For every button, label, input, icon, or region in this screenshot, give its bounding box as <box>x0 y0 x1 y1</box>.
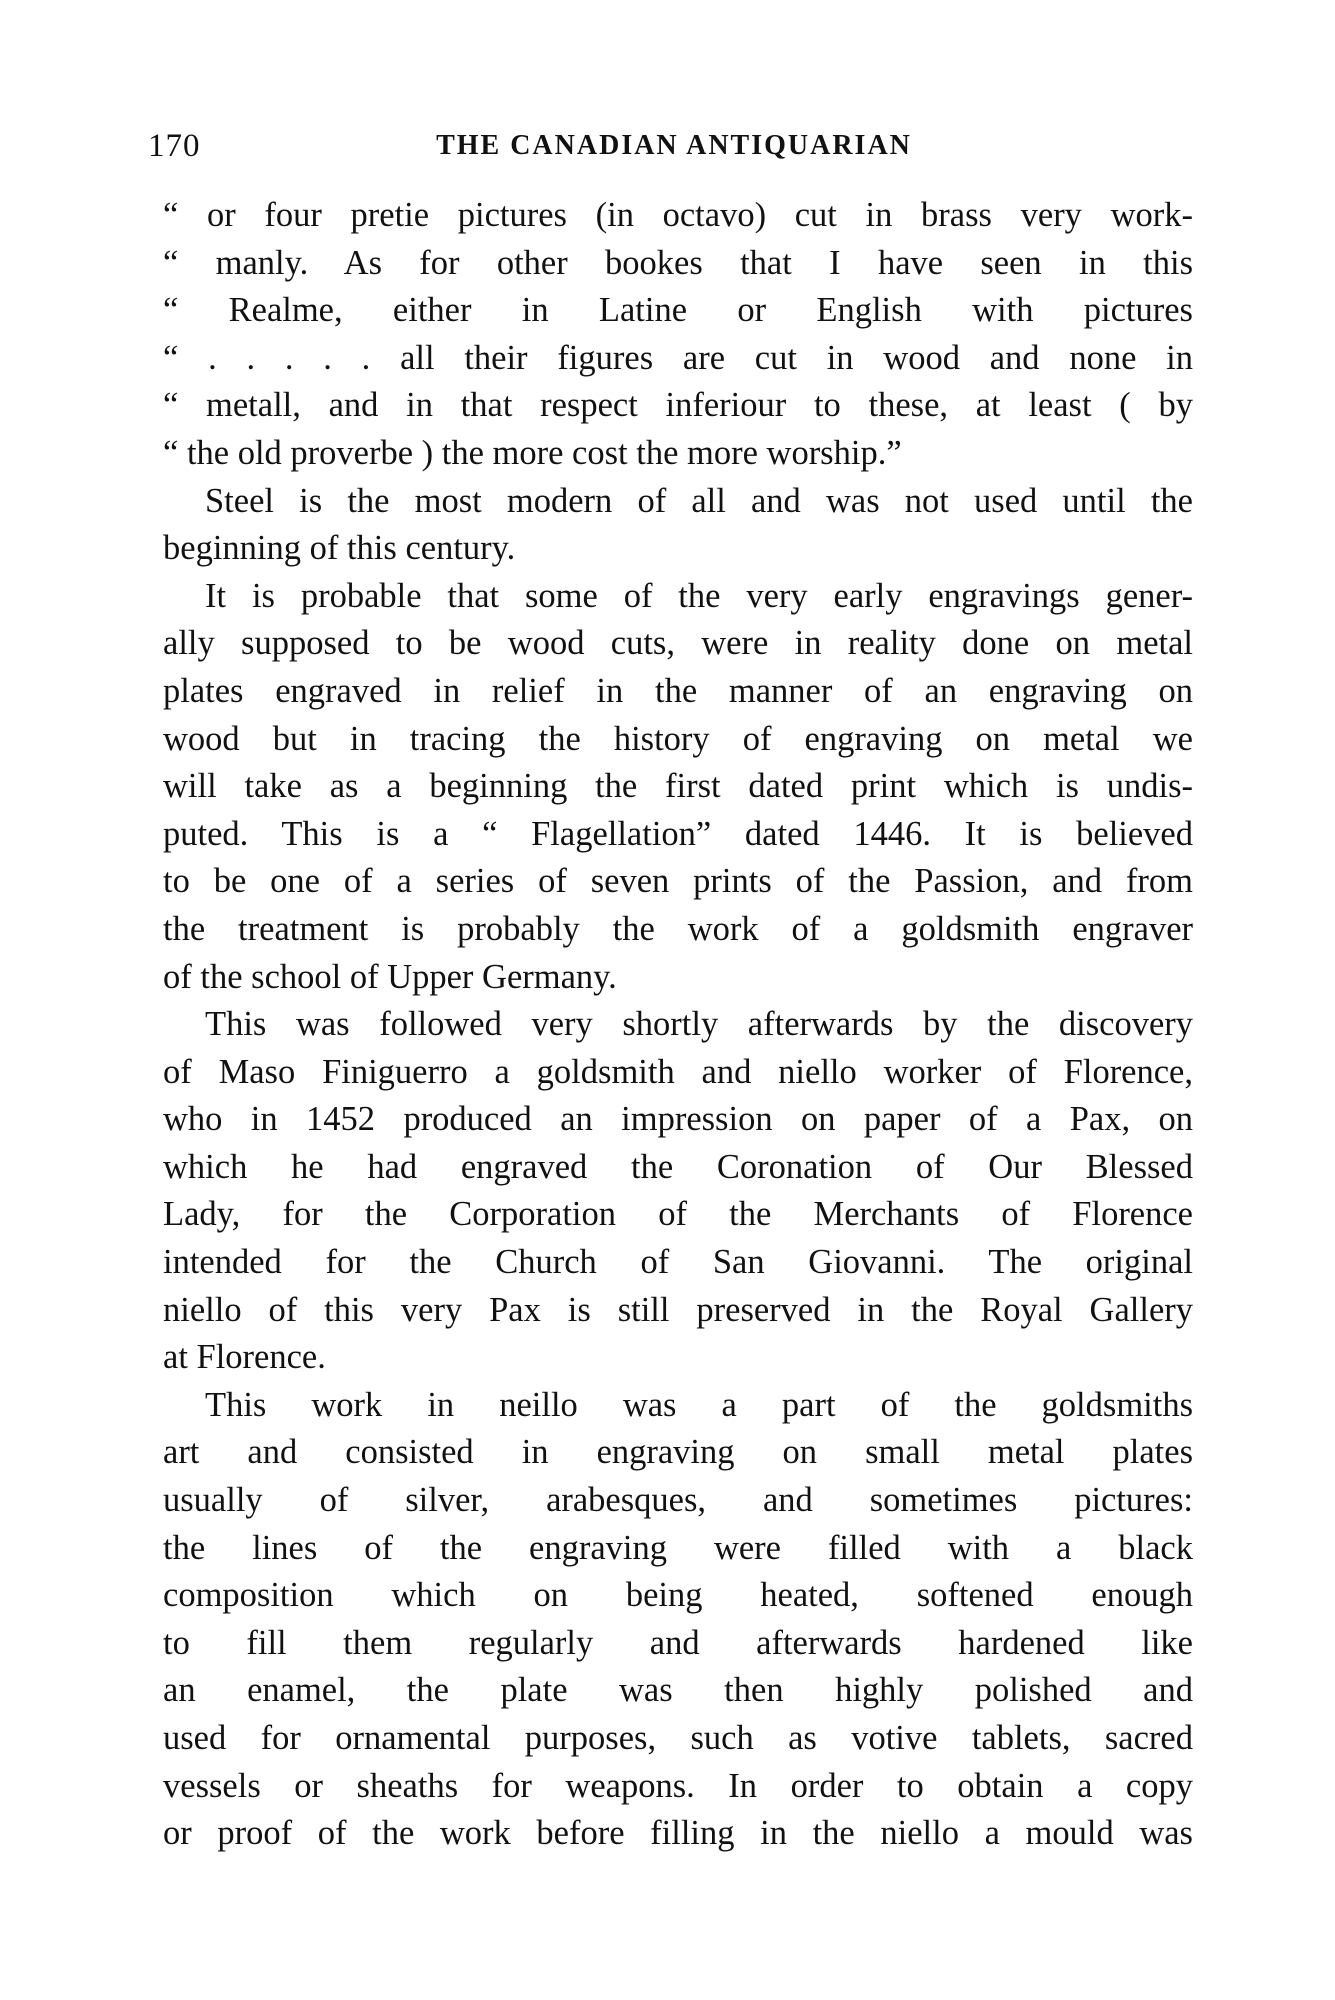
text-line: usually of silver, arabesques, and sometimes pictures: <box>163 1481 1193 1520</box>
text-line: will take as a beginning the first dated print which is undis- <box>163 767 1193 806</box>
text-line: to be one of a series of seven prints of the Passion, and from <box>163 862 1193 901</box>
text-line: niello of this very Pax is still preserved in the Royal Gallery <box>163 1290 1193 1329</box>
text-line: plates engraved in relief in the manner of an engraving on <box>163 671 1193 710</box>
text-line: “ . . . . . all their figures are cut in wood and none in <box>163 338 1193 377</box>
text-line: who in 1452 produced an impression on paper of a Pax, on <box>163 1100 1193 1139</box>
text-line: “ the old proverbe ) the more cost the more worship.” <box>163 433 902 472</box>
text-line: wood but in tracing the history of engraving on metal we <box>163 719 1193 758</box>
text-line: of Maso Finiguerro a goldsmith and niello worker of Florence, <box>163 1052 1193 1091</box>
text-line: at Florence. <box>163 1338 326 1377</box>
text-line: “ manly. As for other bookes that I have seen in this <box>163 243 1193 282</box>
page-number: 170 <box>148 128 201 164</box>
body-text <box>163 192 1193 1858</box>
text-line: Lady, for the Corporation of the Merchants of Florence <box>163 1195 1193 1234</box>
text-line: “ Realme, either in Latine or English with pictures <box>163 291 1193 330</box>
text-line: “ or four pretie pictures (in octavo) cut in brass very work- <box>163 196 1193 234</box>
text-line: the lines of the engraving were filled with a black <box>163 1528 1193 1567</box>
page-header <box>148 128 1200 172</box>
text-line: It is probable that some of the very early engravings gener- <box>205 576 1193 615</box>
text-line: Steel is the most modern of all and was not used until the <box>205 481 1193 520</box>
text-line: the treatment is probably the work of a goldsmith engraver <box>163 909 1193 948</box>
text-line: This was followed very shortly afterwards by the discovery <box>205 1005 1193 1044</box>
running-title: THE CANADIAN ANTIQUARIAN <box>436 130 912 161</box>
text-line: beginning of this century. <box>163 529 516 568</box>
text-line: intended for the Church of San Giovanni. The original <box>163 1243 1193 1282</box>
text-line: puted. This is a “ Flagellation” dated 1446. It is believed <box>163 814 1193 853</box>
text-line: an enamel, the plate was then highly polished and <box>163 1671 1193 1710</box>
text-line: ally supposed to be wood cuts, were in reality done on metal <box>163 624 1193 663</box>
text-line: “ metall, and in that respect inferiour to these, at least ( by <box>163 386 1193 425</box>
text-line: which he had engraved the Coronation of Our Blessed <box>163 1147 1193 1186</box>
text-line: or proof of the work before filling in the niello a mould was <box>163 1814 1193 1853</box>
text-line: composition which on being heated, softened enough <box>163 1576 1193 1615</box>
text-line: to fill them regularly and afterwards hardened like <box>163 1623 1193 1662</box>
text-line: used for ornamental purposes, such as votive tablets, sacred <box>163 1719 1193 1757</box>
text-line: This work in neillo was a part of the goldsmiths <box>205 1385 1193 1424</box>
text-line: vessels or sheaths for weapons. In order to obtain a copy <box>163 1766 1193 1805</box>
text-line: of the school of Upper Germany. <box>163 957 617 996</box>
text-line: art and consisted in engraving on small metal plates <box>163 1433 1193 1472</box>
